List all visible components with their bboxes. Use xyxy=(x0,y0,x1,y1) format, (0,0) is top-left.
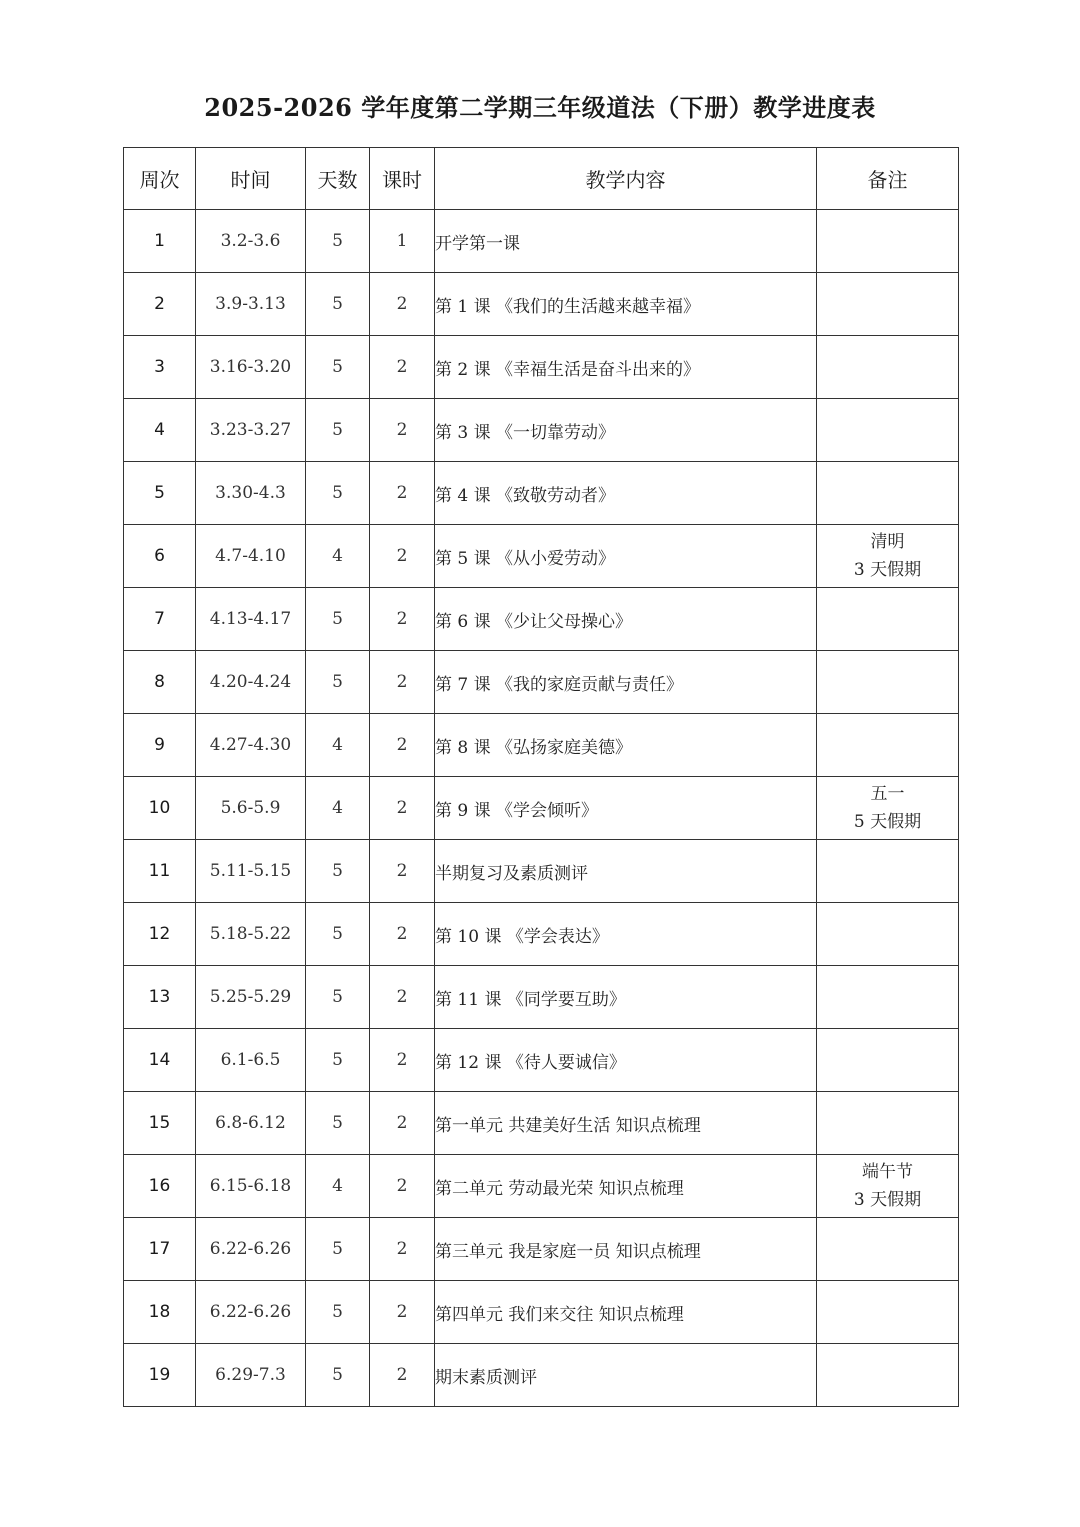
content-cell: 第 12 课 《待人要诚信》 xyxy=(435,1029,817,1092)
week-cell: 8 xyxy=(124,651,196,714)
note-cell xyxy=(817,1218,959,1281)
week-cell: 10 xyxy=(124,777,196,840)
content-cell: 期末素质测评 xyxy=(435,1344,817,1407)
hours-cell: 2 xyxy=(370,840,435,903)
hours-cell: 2 xyxy=(370,1155,435,1218)
content-cell: 第 3 课 《一切靠劳动》 xyxy=(435,399,817,462)
content-cell: 开学第一课 xyxy=(435,210,817,273)
note-line: 清明 xyxy=(870,532,905,552)
content-cell: 第 4 课 《致敬劳动者》 xyxy=(435,462,817,525)
week-cell: 5 xyxy=(124,462,196,525)
hours-cell: 2 xyxy=(370,651,435,714)
note-cell xyxy=(817,1155,959,1218)
table-row xyxy=(124,1029,959,1092)
note-cell xyxy=(817,777,959,840)
week-cell: 6 xyxy=(124,525,196,588)
days-cell: 5 xyxy=(306,903,370,966)
hours-cell: 2 xyxy=(370,1218,435,1281)
week-cell: 13 xyxy=(124,966,196,1029)
days-cell: 5 xyxy=(306,336,370,399)
content-cell: 第 2 课 《幸福生活是奋斗出来的》 xyxy=(435,336,817,399)
week-cell: 14 xyxy=(124,1029,196,1092)
time-cell: 3.23-3.27 xyxy=(196,399,306,462)
table-row xyxy=(124,1218,959,1281)
time-cell: 4.20-4.24 xyxy=(196,651,306,714)
days-cell: 4 xyxy=(306,525,370,588)
note-cell xyxy=(817,966,959,1029)
table-row xyxy=(124,840,959,903)
content-cell: 第 5 课 《从小爱劳动》 xyxy=(435,525,817,588)
schedule-table xyxy=(123,147,959,1407)
note-cell xyxy=(817,903,959,966)
week-cell: 2 xyxy=(124,273,196,336)
time-cell: 3.16-3.20 xyxy=(196,336,306,399)
days-cell: 4 xyxy=(306,714,370,777)
time-cell: 4.7-4.10 xyxy=(196,525,306,588)
table-row xyxy=(124,777,959,840)
note-cell xyxy=(817,1344,959,1407)
time-cell: 4.27-4.30 xyxy=(196,714,306,777)
time-cell: 5.18-5.22 xyxy=(196,903,306,966)
time-cell: 6.8-6.12 xyxy=(196,1092,306,1155)
header-time: 时间 xyxy=(196,148,306,210)
header-days: 天数 xyxy=(306,148,370,210)
note-line: 3 天假期 xyxy=(853,1190,922,1210)
days-cell: 5 xyxy=(306,966,370,1029)
week-cell: 17 xyxy=(124,1218,196,1281)
time-cell: 3.2-3.6 xyxy=(196,210,306,273)
schedule-body xyxy=(124,210,959,1407)
days-cell: 4 xyxy=(306,1155,370,1218)
hours-cell: 2 xyxy=(370,777,435,840)
content-cell: 半期复习及素质测评 xyxy=(435,840,817,903)
note-line: 五一 xyxy=(870,784,905,804)
time-cell: 5.6-5.9 xyxy=(196,777,306,840)
table-row xyxy=(124,966,959,1029)
hours-cell: 2 xyxy=(370,273,435,336)
hours-cell: 2 xyxy=(370,966,435,1029)
hours-cell: 2 xyxy=(370,903,435,966)
days-cell: 5 xyxy=(306,1218,370,1281)
week-cell: 1 xyxy=(124,210,196,273)
time-cell: 5.25-5.29 xyxy=(196,966,306,1029)
hours-cell: 2 xyxy=(370,399,435,462)
document-title: 2025-2026 学年度第二学期三年级道法（下册）教学进度表 xyxy=(204,93,876,122)
table-row xyxy=(124,903,959,966)
table-row xyxy=(124,651,959,714)
week-cell: 16 xyxy=(124,1155,196,1218)
content-cell: 第 10 课 《学会表达》 xyxy=(435,903,817,966)
table-row xyxy=(124,399,959,462)
time-cell: 6.22-6.26 xyxy=(196,1218,306,1281)
note-cell xyxy=(817,1092,959,1155)
days-cell: 5 xyxy=(306,210,370,273)
week-cell: 12 xyxy=(124,903,196,966)
note-cell xyxy=(817,273,959,336)
days-cell: 5 xyxy=(306,462,370,525)
days-cell: 5 xyxy=(306,1281,370,1344)
hours-cell: 1 xyxy=(370,210,435,273)
time-cell: 6.22-6.26 xyxy=(196,1281,306,1344)
note-cell xyxy=(817,462,959,525)
week-cell: 18 xyxy=(124,1281,196,1344)
time-cell: 4.13-4.17 xyxy=(196,588,306,651)
table-row xyxy=(124,1344,959,1407)
week-cell: 4 xyxy=(124,399,196,462)
content-cell: 第四单元 我们来交往 知识点梳理 xyxy=(435,1281,817,1344)
content-cell: 第三单元 我是家庭一员 知识点梳理 xyxy=(435,1218,817,1281)
header-week: 周次 xyxy=(124,148,196,210)
week-cell: 11 xyxy=(124,840,196,903)
time-cell: 3.9-3.13 xyxy=(196,273,306,336)
hours-cell: 2 xyxy=(370,714,435,777)
hours-cell: 2 xyxy=(370,1344,435,1407)
table-row xyxy=(124,1281,959,1344)
content-cell: 第 8 课 《弘扬家庭美德》 xyxy=(435,714,817,777)
note-cell xyxy=(817,1281,959,1344)
time-cell: 6.1-6.5 xyxy=(196,1029,306,1092)
hours-cell: 2 xyxy=(370,1092,435,1155)
table-row xyxy=(124,210,959,273)
content-cell: 第 7 课 《我的家庭贡献与责任》 xyxy=(435,651,817,714)
week-cell: 7 xyxy=(124,588,196,651)
days-cell: 5 xyxy=(306,1092,370,1155)
table-row xyxy=(124,336,959,399)
days-cell: 5 xyxy=(306,1029,370,1092)
note-cell xyxy=(817,651,959,714)
hours-cell: 2 xyxy=(370,588,435,651)
content-cell: 第二单元 劳动最光荣 知识点梳理 xyxy=(435,1155,817,1218)
content-cell: 第 11 课 《同学要互助》 xyxy=(435,966,817,1029)
time-cell: 6.29-7.3 xyxy=(196,1344,306,1407)
time-cell: 3.30-4.3 xyxy=(196,462,306,525)
time-cell: 6.15-6.18 xyxy=(196,1155,306,1218)
header-note: 备注 xyxy=(817,148,959,210)
table-row xyxy=(124,462,959,525)
content-cell: 第一单元 共建美好生活 知识点梳理 xyxy=(435,1092,817,1155)
days-cell: 5 xyxy=(306,1344,370,1407)
note-cell xyxy=(817,336,959,399)
week-cell: 15 xyxy=(124,1092,196,1155)
header-hours: 课时 xyxy=(370,148,435,210)
table-row xyxy=(124,588,959,651)
note-cell xyxy=(817,588,959,651)
table-row xyxy=(124,1155,959,1218)
days-cell: 5 xyxy=(306,651,370,714)
hours-cell: 2 xyxy=(370,336,435,399)
table-header-row xyxy=(124,148,959,210)
table-row xyxy=(124,714,959,777)
content-cell: 第 6 课 《少让父母操心》 xyxy=(435,588,817,651)
note-line: 端午节 xyxy=(862,1162,913,1182)
week-cell: 3 xyxy=(124,336,196,399)
hours-cell: 2 xyxy=(370,1029,435,1092)
days-cell: 4 xyxy=(306,777,370,840)
note-cell xyxy=(817,840,959,903)
note-cell xyxy=(817,399,959,462)
content-cell: 第 1 课 《我们的生活越来越幸福》 xyxy=(435,273,817,336)
days-cell: 5 xyxy=(306,399,370,462)
days-cell: 5 xyxy=(306,840,370,903)
table-row xyxy=(124,1092,959,1155)
week-cell: 19 xyxy=(124,1344,196,1407)
days-cell: 5 xyxy=(306,588,370,651)
header-content: 教学内容 xyxy=(435,148,817,210)
note-cell xyxy=(817,210,959,273)
hours-cell: 2 xyxy=(370,1281,435,1344)
note-line: 3 天假期 xyxy=(853,560,922,580)
table-row xyxy=(124,273,959,336)
note-cell xyxy=(817,525,959,588)
note-cell xyxy=(817,1029,959,1092)
hours-cell: 2 xyxy=(370,462,435,525)
note-cell xyxy=(817,714,959,777)
note-line: 5 天假期 xyxy=(853,812,922,832)
week-cell: 9 xyxy=(124,714,196,777)
content-cell: 第 9 课 《学会倾听》 xyxy=(435,777,817,840)
hours-cell: 2 xyxy=(370,525,435,588)
days-cell: 5 xyxy=(306,273,370,336)
table-row xyxy=(124,525,959,588)
time-cell: 5.11-5.15 xyxy=(196,840,306,903)
